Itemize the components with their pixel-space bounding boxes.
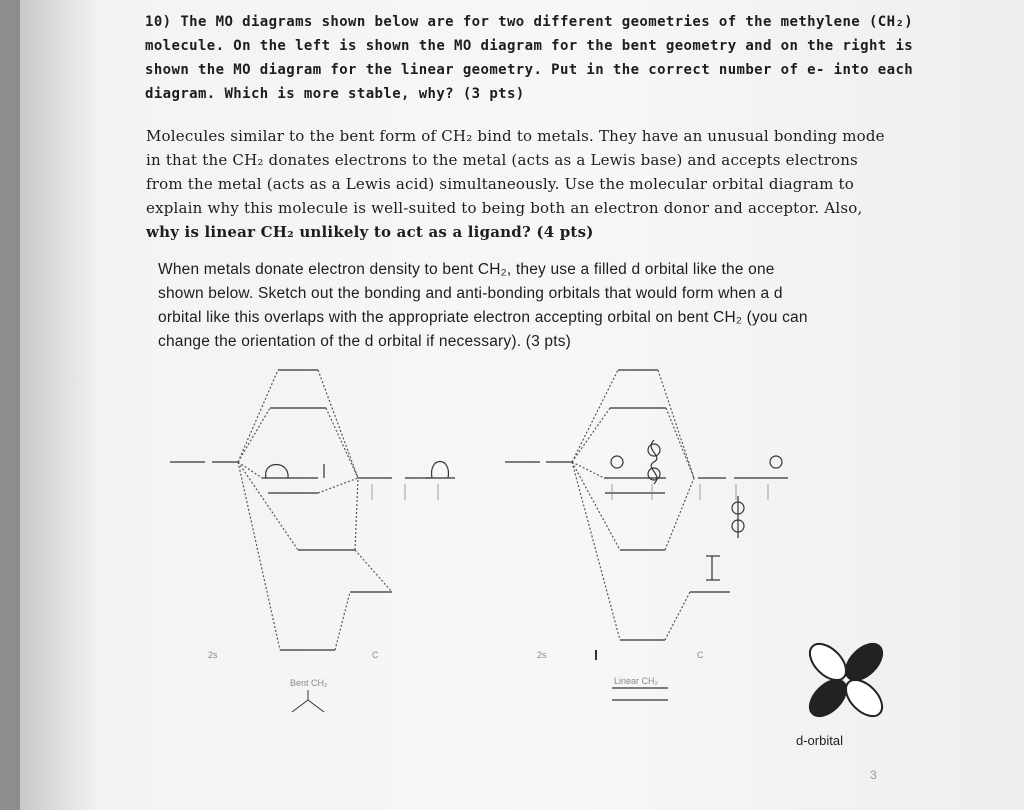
sketch-question-line-3: orbital like this overlaps with the appropriate electron accepting orbital on bent CH₂ (you can [158, 309, 808, 326]
ligand-question-line-3: from the metal (acts as a Lewis acid) simultaneously. Use the molecular orbital diagram to [146, 175, 854, 193]
bent-mo-diagram [170, 370, 455, 712]
sketch-question-line-1: When metals donate electron density to bent CH₂, they use a filled d orbital like the one [158, 261, 775, 278]
page-number: 3 [870, 768, 877, 782]
linear-c-label: C [697, 650, 704, 660]
ligand-question-line-5: why is linear CH₂ unlikely to act as a ligand? (4 pts) [146, 223, 594, 241]
ligand-question-line-2: in that the CH₂ donates electrons to the metal (acts as a Lewis base) and accepts electrons [146, 151, 858, 169]
d-orbital-drawing [803, 637, 888, 722]
question-10-line-2: molecule. On the left is shown the MO diagram for the bent geometry and on the right is [145, 38, 914, 54]
ligand-question-line-4: explain why this molecule is well-suited to being both an electron donor and acceptor. Also, [146, 199, 863, 217]
linear-2s-label: 2s [537, 650, 547, 660]
question-10-line-4: diagram. Which is more stable, why? (3 pts) [145, 86, 525, 102]
question-10-line-3: shown the MO diagram for the linear geometry. Put in the correct number of e- into each [145, 62, 914, 78]
bent-ch2-label: Bent CH₂ [290, 678, 328, 688]
linear-mo-diagram [505, 370, 788, 700]
bent-c-label: C [372, 650, 379, 660]
ligand-question-line-1: Molecules similar to the bent form of CH₂ bind to metals. They have an unusual bonding mode [146, 127, 885, 145]
linear-ch2-label: Linear CH₂ [614, 676, 659, 686]
sketch-question-line-4: change the orientation of the d orbital if necessary). (3 pts) [158, 333, 572, 350]
question-10-line-1: 10) The MO diagrams shown below are for two different geometries of the methylene (CH₂) [145, 14, 914, 30]
bent-2s-label: 2s [208, 650, 218, 660]
d-orbital-label: d-orbital [796, 733, 843, 748]
sketch-question-line-2: shown below. Sketch out the bonding and anti-bonding orbitals that would form when a d [158, 285, 783, 302]
